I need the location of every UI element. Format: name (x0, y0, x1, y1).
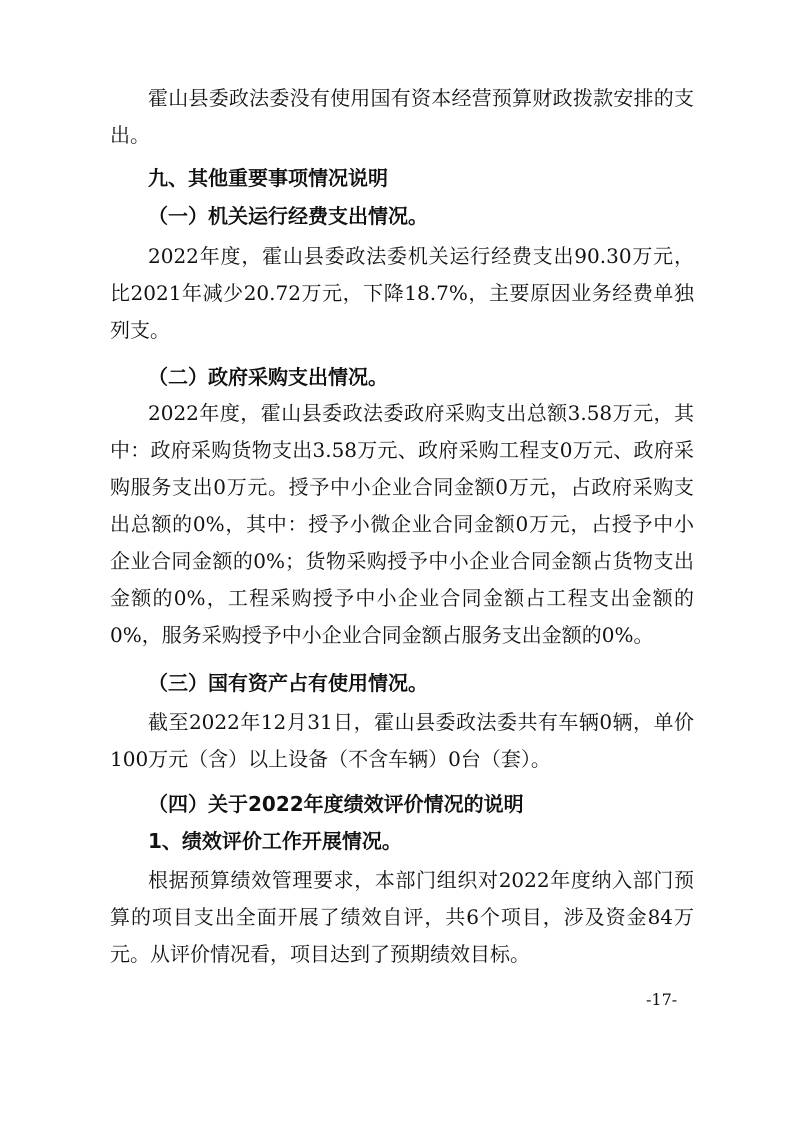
subheading-evaluation-work: 1、绩效评价工作开展情况。 (148, 829, 402, 853)
subheading-performance-evaluation: （四）关于2022年度绩效评价情况的说明 (148, 792, 524, 816)
page-number: -17- (646, 990, 678, 1009)
paragraph-evaluation-work: 根据预算绩效管理要求，本部门组织对2022年度纳入部门预算的项目支出全面开展了绩效自评，共6个项目，涉及资金84万元。从评价情况看，项目达到了预期绩效目标。 (110, 868, 694, 966)
subheading-operating-expenses: （一）机关运行经费支出情况。 (148, 204, 428, 228)
subheading-government-procurement: （二）政府采购支出情况。 (148, 365, 388, 389)
paragraph-government-procurement: 2022年度，霍山县委政法委政府采购支出总额3.58万元，其中：政府采购货物支出3.58万元、政府采购工程支0万元、政府采购服务支出0万元。授予中小企业合同金额0万元，占政府采购支出总额的0%，其中：授予小微企业合同金额0万元，占授予中小企业合同金额的0%；货物采购授予中小企业合同金额占货物支出金额的0%，工程采购授予中小企业合同金额占工程支出金额的0%，服务采购授予中小企业合同金额占服务支出金额的0%。 (110, 401, 694, 647)
paragraph-operating-expenses: 2022年度，霍山县委政法委机关运行经费支出90.30万元，比2021年减少20.72万元，下降18.7%，主要原因业务经费单独列支。 (110, 244, 694, 342)
subheading-state-assets: （三）国有资产占有使用情况。 (148, 671, 428, 695)
section-heading-other-matters: 九、其他重要事项情况说明 (148, 166, 388, 190)
paragraph-state-assets: 截至2022年12月31日，霍山县委政法委共有车辆0辆，单价100万元（含）以上设备（不含车辆）0台（套）。 (110, 710, 694, 771)
paragraph-state-capital-budget: 霍山县委政法委没有使用国有资本经营预算财政拨款安排的支出。 (110, 86, 694, 147)
